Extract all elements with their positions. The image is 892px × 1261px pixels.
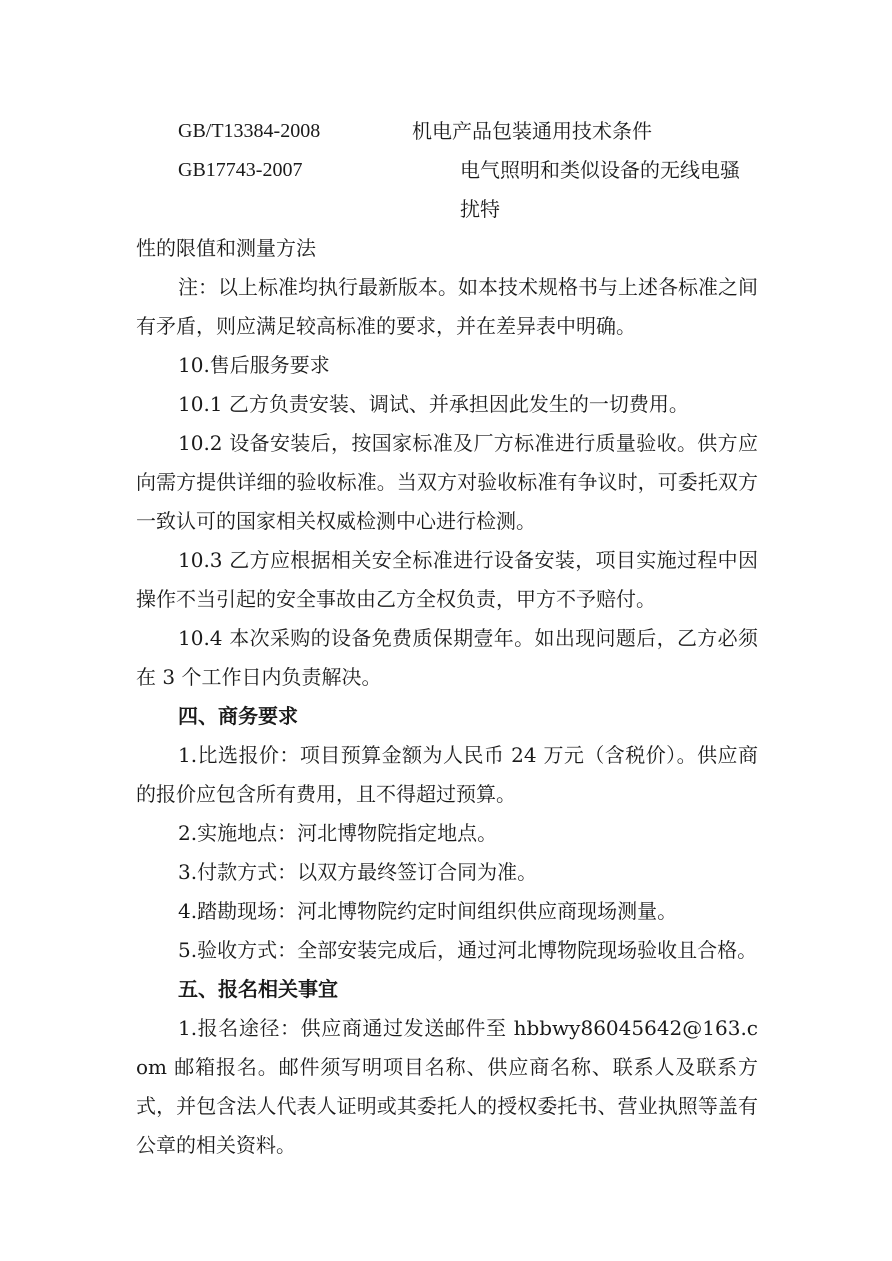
business-heading: 四、商务要求	[178, 704, 298, 728]
after-sales-item: 10.4 本次采购的设备免费质保期壹年。如出现问题后，乙方必须在 3 个工作日内负责解决。	[136, 626, 758, 689]
standard-row	[136, 151, 758, 229]
after-sales-item: 10.3 乙方应根据相关安全标准进行设备安装，项目实施过程中因操作不当引起的安全事故由乙方全权负责，甲方不予赔付。	[136, 548, 758, 611]
business-item: 2.实施地点：河北博物院指定地点。	[178, 821, 498, 845]
standard-name-continued: 性的限值和测量方法	[136, 236, 316, 260]
business-item: 5.验收方式：全部安装完成后，通过河北博物院现场验收且合格。	[178, 938, 758, 962]
registration-heading: 五、报名相关事宜	[178, 977, 338, 1001]
document-body	[136, 112, 758, 1165]
registration-item: 1.报名途径：供应商通过发送邮件至 hbbwy86045642@163.com 邮箱报名。邮件须写明项目名称、供应商名称、联系人及联系方式，并包含法人代表人证明或其委托人的授权委托书、营业执照等盖有公章的相关资料。	[136, 1016, 758, 1157]
after-sales-item: 10.2 设备安装后，按国家标准及厂方标准进行质量验收。供方应向需方提供详细的验收标准。当双方对验收标准有争议时，可委托双方一致认可的国家相关权威检测中心进行检测。	[136, 431, 758, 533]
standards-note: 注：以上标准均执行最新版本。如本技术规格书与上述各标准之间有矛盾，则应满足较高标准的要求，并在差异表中明确。	[136, 275, 758, 338]
standard-code: GB/T13384-2008	[178, 120, 321, 142]
business-item: 3.付款方式：以双方最终签订合同为准。	[178, 860, 538, 884]
standard-code: GB17743-2007	[178, 159, 303, 181]
standard-name: 机电产品包装通用技术条件	[412, 119, 652, 143]
after-sales-title: 10.售后服务要求	[178, 353, 330, 377]
standard-name: 电气照明和类似设备的无线电骚扰特	[460, 158, 740, 221]
business-item: 1.比选报价：项目预算金额为人民币 24 万元（含税价）。供应商的报价应包含所有费用，且不得超过预算。	[136, 743, 758, 806]
business-item: 4.踏勘现场：河北博物院约定时间组织供应商现场测量。	[178, 899, 678, 923]
after-sales-item: 10.1 乙方负责安装、调试、并承担因此发生的一切费用。	[178, 392, 689, 416]
standard-row	[136, 112, 758, 151]
